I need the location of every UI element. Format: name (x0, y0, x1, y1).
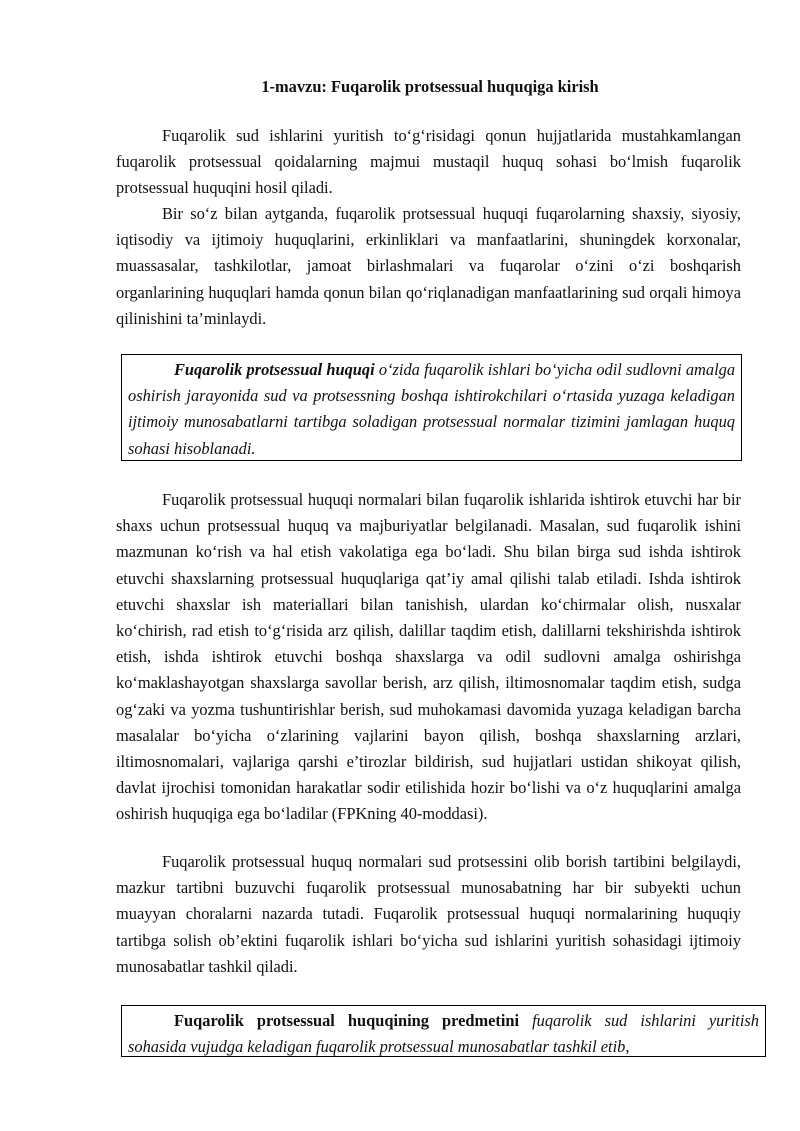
page-title: 1-mavzu: Fuqarolik protsessual huquqiga kirish (261, 77, 599, 96)
definition-term: Fuqarolik protsessual huquqining predmetini (174, 1011, 520, 1030)
paragraph: Fuqarolik protsessual huquqi normalari bilan fuqarolik ishlarida ishtirok etuvchi har bir shaxs uchun protsessual huquq va majburiyatlar belgilanadi. Masalan, sud fuqarolik ishini mazmunan ko‘rish va hal etish vakolatiga ega bo‘ladi. Shu bilan birga sud ishda ishtirok etuvchi shaxslarning protsessual huquqlariga qat’iy amal qilishi talab etiladi. Ishda ishtirok etuvchi shaxslar ish materiallari bilan tanishish, ulardan ko‘chirmalar olish, nusxalar ko‘chirish, rad etish to‘g‘risida arz qilish, dalillar taqdim etish, dalillarni tekshirishda ishtirok etish, ishda ishtirok etuvchi boshqa shaxslarga va odil sudlovni amalga oshirishga ko‘maklashayotgan shaxslarga savollar berish, arz qilish, iltimosnomalar taqdim etish, sudga og‘zaki va yozma tushuntirishlar berish, sud muhokamasi davomida yuzaga keladigan barcha masalalar bo‘yicha o‘zlarining vajlarini bayon qilish, boshqa shaxslarning arzlari, iltimosnomalari, vajlariga qarshi e’tirozlar bildirish, sud hujjatlari ustidan shikoyat qilish, davlat ijrochisi tomonidan harakatlar sodir etilishida hozir bo‘lishi va o‘z huquqlarini amalga oshirish huquqiga ega bo‘ladilar (FPKning 40-moddasi). (116, 490, 741, 824)
definition-box (121, 354, 742, 461)
paragraph: Bir so‘z bilan aytganda, fuqarolik protsessual huquqi fuqarolarning shaxsiy, siyosiy, iqtisodiy va ijtimoiy huquqlarini, erkinliklari va manfaatlarini, shuningdek korxonalar, muassasalar, tashkilotlar, jamoat birlashmalari va fuqarolar o‘zini o‘zi boshqarish organlarining huquqlari hamda qonun bilan qo‘riqlanadigan manfaatlarining sud orqali himoya qilinishini ta’minlaydi. (116, 204, 741, 328)
definition-box (121, 1005, 766, 1057)
definition-text: fuqarolik sud ishlarini yuritish sohasida vujudga keladigan fuqarolik protsessual munosabatlar tashkil etib, (128, 1011, 759, 1057)
paragraph: Fuqarolik protsessual huquq normalari sud protsessini olib borish tartibini belgilaydi, mazkur tartibni buzuvchi fuqarolik protsessual munosabatning har bir subyekti uchun muayyan choralarni nazarda tutadi. Fuqarolik protsessual huquqi normalarining huquqiy tartibga solish ob’ektini fuqarolik ishlari bo‘yicha sud ishlarini yuritish sohasidagi ijtimoiy munosabatlar tashkil qiladi. (116, 852, 741, 976)
definition-term: Fuqarolik protsessual huquqi (174, 360, 375, 379)
paragraph: Fuqarolik sud ishlarini yuritish to‘g‘risidagi qonun hujjatlarida mustahkamlangan fuqarolik protsessual qoidalarning majmui mustaqil huquq sohasi bo‘lmish fuqarolik protsessual huquqini hosil qiladi. (116, 126, 741, 198)
definition-text: o‘zida fuqarolik ishlari bo‘yicha odil sudlovni amalga oshirish jarayonida sud va protsessning boshqa ishtirokchilari o‘rtasida yuzaga keladigan ijtimoiy munosabatlarni tartibga soladigan protsessual normalar tizimini jamlagan huquq sohasi hisoblanadi. (128, 360, 736, 458)
